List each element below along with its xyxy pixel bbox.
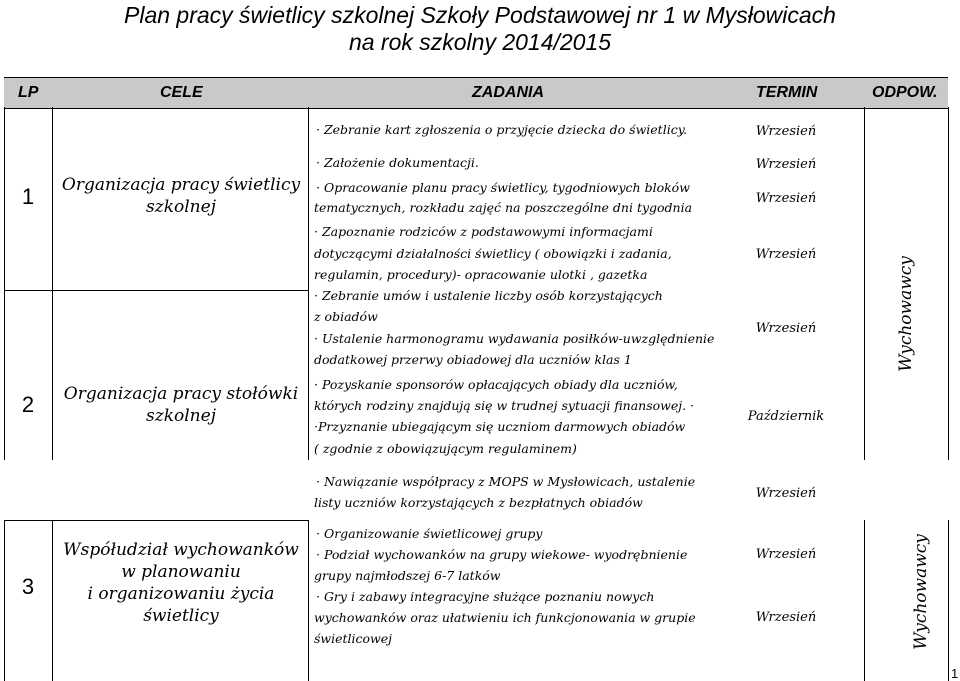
table-border-right bbox=[948, 107, 949, 460]
row-divider-top-3 bbox=[4, 520, 308, 521]
header-odpow: ODPOW. bbox=[872, 84, 938, 101]
goal-2-line-1: Organizacja pracy stołówki bbox=[63, 384, 299, 404]
goal-2-line-2: szkolnej bbox=[146, 406, 216, 426]
task-line: · Zebranie umów i ustalenie liczby osób korzystających bbox=[314, 288, 663, 303]
responsible-1: Wychowawcy bbox=[896, 256, 916, 372]
task-line: dotyczącymi działalności świetlicy ( obowiązki i zadania, bbox=[314, 246, 672, 261]
task-line: · Nawiązanie współpracy z MOPS w Mysłowicach, ustalenie bbox=[316, 474, 696, 489]
task-line: · Ustalenie harmonogramu wydawania posiłków-uwzględnienie bbox=[314, 331, 715, 346]
goal-3-line-1: Współudział wychowanków bbox=[63, 540, 299, 560]
task-line: których rodziny znajdują się w trudnej sytuacji finansowej. · bbox=[314, 398, 695, 413]
task-line: · Podział wychowanków na grupy wiekowe- wyodrębnienie bbox=[316, 547, 688, 562]
term-cell: Wrzesień bbox=[755, 486, 817, 501]
task-line: · Organizowanie świetlicowej grupy bbox=[316, 526, 543, 541]
goal-1-line-1: Organizacja pracy świetlicy bbox=[61, 175, 301, 195]
task-line: · Gry i zabawy integracyjne służące poznaniu nowych bbox=[316, 589, 655, 604]
goal-2 bbox=[53, 383, 309, 427]
task-line: tematycznych, rozkładu zajęć na poszczególne dni tygodnia bbox=[314, 200, 693, 215]
task-line: · Pozyskanie sponsorów opłacających obiady dla uczniów, bbox=[314, 377, 678, 392]
task-line: · Założenie dokumentacji. bbox=[316, 155, 479, 170]
term-cell: Wrzesień bbox=[755, 247, 817, 262]
header-zadania: ZADANIA bbox=[472, 84, 544, 101]
term-cell: Wrzesień bbox=[755, 547, 817, 562]
task-line: świetlicowej bbox=[314, 631, 393, 646]
row-number-1: 1 bbox=[21, 184, 35, 209]
term-cell: Wrzesień bbox=[755, 124, 817, 139]
col-divider-termin bbox=[864, 107, 865, 460]
goal-3 bbox=[53, 539, 309, 627]
task-line: z obiadów bbox=[314, 309, 378, 324]
task-line: dodatkowej przerwy obiadowej dla uczniów klas 1 bbox=[314, 352, 632, 367]
term-cell: Wrzesień bbox=[755, 321, 817, 336]
task-line: regulamin, procedury)- opracowanie ulotki , gazetka bbox=[314, 267, 648, 282]
row-number-2: 2 bbox=[21, 392, 35, 417]
page-number: 1 bbox=[951, 666, 959, 681]
header-cele: CELE bbox=[160, 84, 203, 101]
row-divider-1-2 bbox=[4, 290, 308, 291]
page-subtitle: na rok szkolny 2014/2015 bbox=[348, 29, 612, 55]
task-line: ( zgodnie z obowiązującym regulaminem) bbox=[314, 441, 577, 456]
responsible-2: Wychowawcy bbox=[911, 534, 931, 650]
goal-1-line-2: szkolnej bbox=[146, 197, 216, 217]
task-line: · Zebranie kart zgłoszenia o przyjęcie dziecka do świetlicy. bbox=[316, 122, 688, 137]
col-divider-termin-lower bbox=[864, 520, 865, 681]
goal-1 bbox=[53, 174, 309, 218]
task-line: listy uczniów korzystających z bezpłatnych obiadów bbox=[314, 495, 643, 510]
goal-3-line-3: i organizowaniu życia bbox=[87, 584, 275, 604]
header-lp: LP bbox=[18, 84, 39, 101]
goal-3-line-2: w planowaniu bbox=[121, 562, 241, 582]
task-line: · Opracowanie planu pracy świetlicy, tygodniowych bloków bbox=[316, 180, 690, 195]
task-line: · Zapoznanie rodziców z podstawowymi informacjami bbox=[314, 224, 653, 239]
term-cell: Wrzesień bbox=[755, 157, 817, 172]
row-number-3: 3 bbox=[21, 574, 35, 599]
goal-3-line-4: świetlicy bbox=[143, 606, 219, 626]
table-border-right-lower bbox=[948, 520, 949, 681]
task-line: wychowanków oraz ułatwieniu ich funkcjonowania w grupie bbox=[314, 610, 696, 625]
task-line: grupy najmłodszej 6-7 latków bbox=[314, 568, 501, 583]
term-cell: Wrzesień bbox=[755, 610, 817, 625]
header-termin: TERMIN bbox=[756, 84, 818, 101]
table-border-left-lower bbox=[4, 520, 5, 681]
term-cell: Wrzesień bbox=[755, 191, 817, 206]
task-line: ·Przyznanie ubiegającym się uczniom darmowych obiadów bbox=[314, 419, 686, 434]
term-cell: Październik bbox=[747, 409, 825, 424]
page-title: Plan pracy świetlicy szkolnej Szkoły Podstawowej nr 1 w Mysłowicach bbox=[124, 2, 836, 28]
